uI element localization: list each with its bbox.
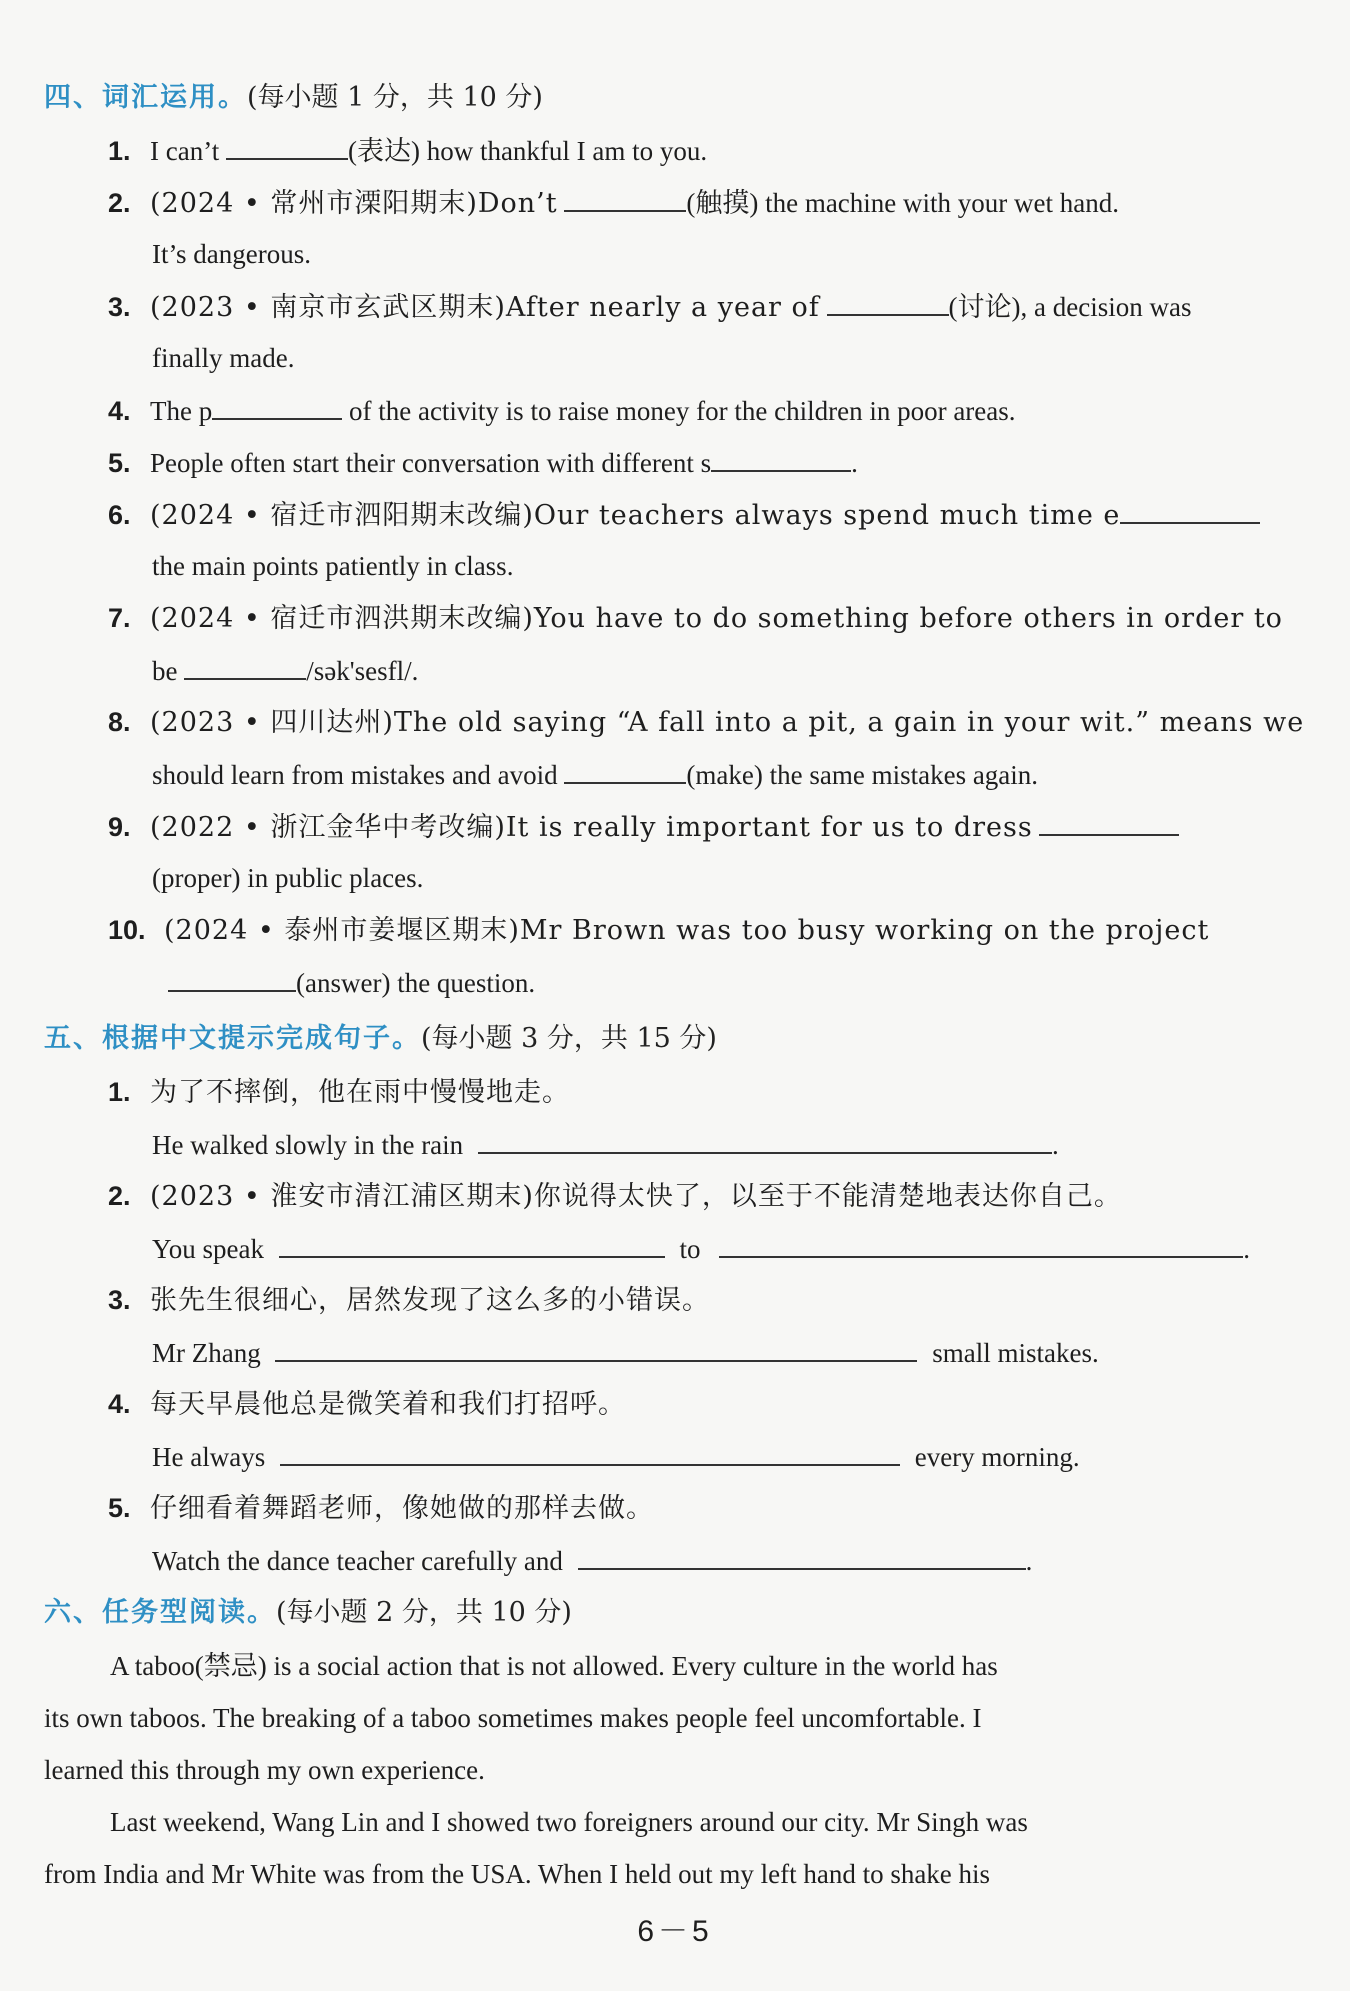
s4-item-7-cont [152, 650, 1350, 691]
s4-item-7 [108, 598, 1350, 639]
s5-item-4-en [152, 1436, 1350, 1477]
item-number: 2. [108, 1181, 131, 1211]
item-text: (触摸) the machine with your wet hand. [686, 188, 1119, 218]
item-number: 9. [108, 812, 131, 842]
s4-item-9 [108, 806, 1350, 848]
reading-line-3 [44, 1750, 1350, 1790]
s4-item-3 [108, 286, 1350, 328]
item-text: (answer) the question. [296, 968, 536, 998]
item-text: (2022 • 浙江金华中考改编)It is really important for us to dress [150, 812, 1033, 843]
s4-item-6 [108, 494, 1350, 536]
item-text: (讨论), a decision was [948, 292, 1192, 322]
s4-item-5 [108, 442, 1350, 483]
item-text: . [1051, 1130, 1059, 1160]
item-number: 4. [108, 1389, 131, 1419]
item-text: The p [150, 396, 213, 426]
item-text: of the activity is to raise money for the children in poor areas. [348, 396, 1016, 426]
section4-note: (每小题 1 分，共 10 分) [247, 82, 543, 113]
item-text: (2023 • 四川达州)The old saying “A fall into a pit, a gain in your wit.” means we [150, 707, 1305, 738]
s4-item-4 [108, 390, 1350, 431]
s4-item-2-cont [152, 234, 1350, 274]
phonetic-text: /sək'sesfl/. [306, 656, 419, 686]
item-text: People often start their conversation with different s [150, 448, 712, 478]
section4-header [44, 77, 1350, 118]
s5-item-5-en [152, 1540, 1350, 1581]
item-text: . [851, 448, 858, 478]
reading-line-5 [44, 1854, 1350, 1894]
item-text: (2024 • 宿迁市泗洪期末改编)You have to do something before others in order to [150, 603, 1283, 634]
answer-blank[interactable] [226, 130, 348, 160]
s5-item-3-cn [108, 1280, 1350, 1321]
section5-title: 五、根据中文提示完成句子。 [44, 1023, 421, 1054]
item-number: 6. [108, 500, 131, 530]
s4-item-10-cont [168, 962, 1350, 1003]
answer-blank[interactable] [279, 1228, 665, 1258]
s5-item-2-en [152, 1228, 1350, 1269]
chinese-prompt: (2023 • 淮安市清江浦区期末)你说得太快了，以至于不能清楚地表达你自己。 [150, 1181, 1122, 1212]
section6-note: (每小题 2 分，共 10 分) [276, 1597, 572, 1628]
item-number: 3. [108, 292, 131, 322]
s5-item-1-en [152, 1124, 1350, 1165]
item-number: 1. [108, 1077, 131, 1107]
item-number: 8. [108, 707, 131, 737]
chinese-prompt: 仔细看着舞蹈老师，像她做的那样去做。 [150, 1493, 654, 1524]
item-text: every morning. [914, 1442, 1080, 1472]
item-text: (2024 • 常州市溧阳期末)Don’t [150, 188, 558, 219]
s4-item-3-cont [152, 338, 1350, 378]
item-text: Watch the dance teacher carefully and [152, 1546, 563, 1576]
section5-header [44, 1018, 1350, 1059]
reading-text: from India and Mr White was from the USA. When I held out my left hand to shake his [44, 1859, 991, 1889]
reading-line-4 [44, 1802, 1350, 1842]
item-text: finally made. [152, 343, 295, 373]
item-text: . [1025, 1546, 1033, 1576]
page-number: 6－5 [637, 1915, 713, 1948]
item-text: (proper) in public places. [152, 863, 424, 893]
chinese-prompt: 每天早晨他总是微笑着和我们打招呼。 [150, 1389, 626, 1420]
reading-text: learned this through my own experience. [44, 1755, 485, 1785]
answer-blank[interactable] [280, 1436, 900, 1466]
section5-note: (每小题 3 分，共 15 分) [421, 1023, 717, 1054]
item-text: be [152, 656, 178, 686]
item-text: He always [152, 1442, 266, 1472]
s4-item-8 [108, 702, 1350, 743]
item-text: to [679, 1234, 701, 1264]
s4-item-10 [108, 910, 1350, 951]
item-text: the main points patiently in class. [152, 551, 514, 581]
item-text: (2024 • 泰州市姜堰区期末)Mr Brown was too busy working on the project [164, 915, 1210, 946]
item-number: 1. [108, 136, 131, 166]
answer-blank[interactable] [275, 1332, 917, 1362]
chinese-prompt: 为了不摔倒，他在雨中慢慢地走。 [150, 1077, 570, 1108]
item-text: (make) the same mistakes again. [686, 760, 1039, 790]
answer-blank[interactable] [564, 182, 686, 212]
answer-blank[interactable] [711, 442, 851, 472]
answer-blank[interactable] [1039, 806, 1179, 836]
item-text: I can’t [150, 136, 220, 166]
reading-line-2 [44, 1698, 1350, 1738]
reading-text: Last weekend, Wang Lin and I showed two foreigners around our city. Mr Singh was [110, 1807, 1028, 1837]
reading-text: A taboo(禁忌) is a social action that is not allowed. Every culture in the world has [110, 1651, 998, 1681]
section4-title: 四、词汇运用。 [44, 82, 247, 113]
answer-blank[interactable] [478, 1124, 1052, 1154]
s4-item-8-cont [152, 754, 1350, 795]
answer-blank[interactable] [168, 962, 296, 992]
s4-item-9-cont [152, 858, 1350, 898]
item-text: (表达) how thankful I am to you. [347, 136, 708, 166]
item-number: 3. [108, 1285, 131, 1315]
item-text: . [1243, 1234, 1251, 1264]
item-number: 4. [108, 396, 131, 426]
section6-header [44, 1592, 1350, 1633]
item-text: It’s dangerous. [152, 239, 311, 269]
item-text: He walked slowly in the rain [152, 1130, 464, 1160]
s4-item-2 [108, 182, 1350, 224]
answer-blank[interactable] [827, 286, 949, 316]
reading-text: its own taboos. The breaking of a taboo sometimes makes people feel uncomfortable. I [44, 1703, 982, 1733]
item-text: should learn from mistakes and avoid [152, 760, 558, 790]
s5-item-4-cn [108, 1384, 1350, 1425]
answer-blank[interactable] [578, 1540, 1026, 1570]
s4-item-6-cont [152, 546, 1350, 586]
answer-blank[interactable] [212, 390, 342, 420]
s5-item-5-cn [108, 1488, 1350, 1529]
answer-blank[interactable] [1120, 494, 1260, 524]
item-number: 2. [108, 188, 131, 218]
reading-line-1 [44, 1646, 1290, 1686]
item-text: small mistakes. [932, 1338, 1099, 1368]
answer-blank[interactable] [719, 1228, 1243, 1258]
s5-item-2-cn [108, 1176, 1350, 1217]
item-number: 5. [108, 448, 131, 478]
answer-blank[interactable] [184, 650, 306, 680]
section6-title: 六、任务型阅读。 [44, 1597, 276, 1628]
item-text: Mr Zhang [152, 1338, 261, 1368]
s5-item-3-en [152, 1332, 1350, 1373]
item-number: 5. [108, 1493, 131, 1523]
item-text: (2023 • 南京市玄武区期末)After nearly a year of [150, 292, 820, 323]
s5-item-1-cn [108, 1072, 1350, 1113]
item-text: (2024 • 宿迁市泗阳期末改编)Our teachers always spend much time e [150, 500, 1121, 531]
chinese-prompt: 张先生很细心，居然发现了这么多的小错误。 [150, 1285, 710, 1316]
s4-item-1 [108, 130, 1350, 171]
item-number: 7. [108, 603, 131, 633]
item-number: 10. [108, 915, 146, 945]
answer-blank[interactable] [564, 754, 686, 784]
item-text: You speak [152, 1234, 265, 1264]
